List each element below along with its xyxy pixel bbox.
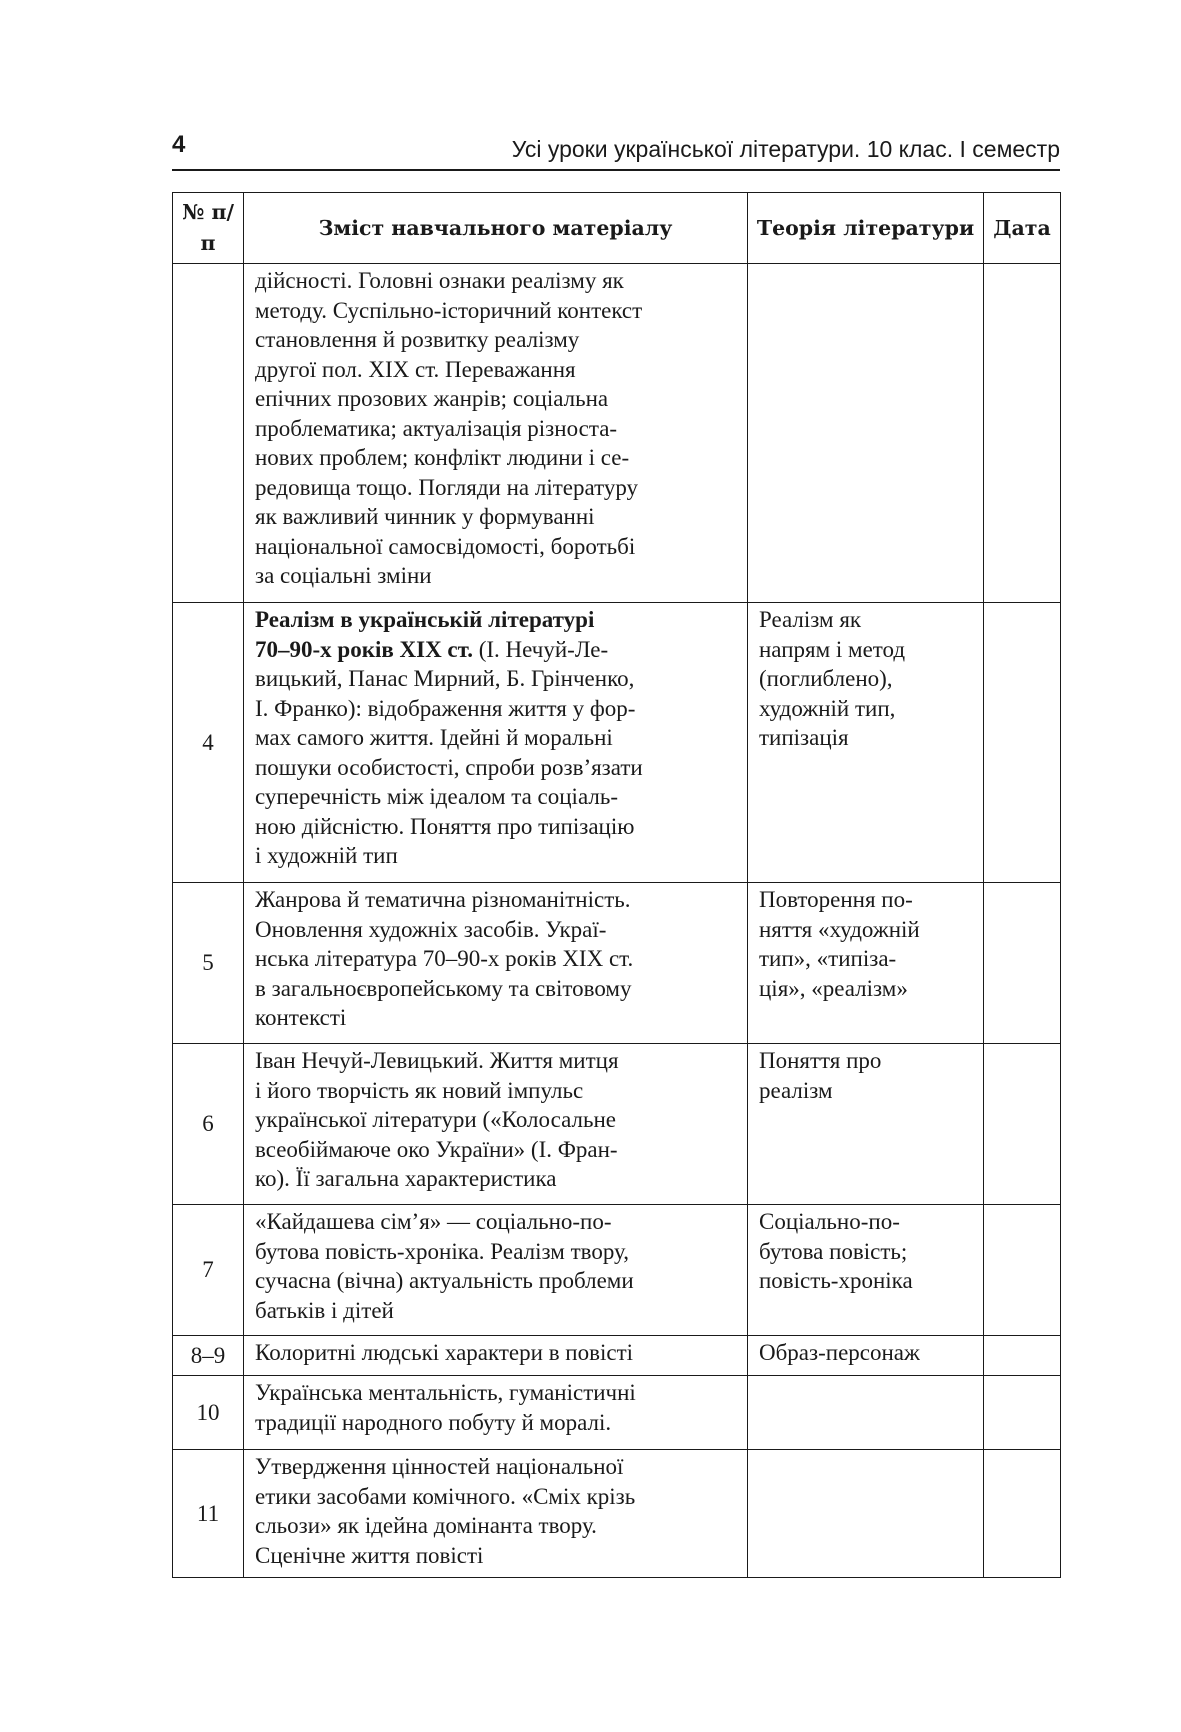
- lesson-content-line: нська література 70–90-х років XIX ст.: [255, 946, 634, 971]
- literary-theory-line: художній тип,: [759, 695, 896, 721]
- lesson-number: 11: [173, 1450, 244, 1578]
- literary-theory-line: тип», «типіза-: [759, 946, 897, 971]
- lesson-content-line: всеобіймаюче око України» (І. Фран-: [255, 1136, 618, 1162]
- lesson-content: [244, 1336, 748, 1376]
- lesson-content-line: проблематика; актуалізація різноста-: [255, 415, 618, 441]
- lesson-content-line: другої пол. XIX ст. Переважання: [255, 356, 576, 382]
- table-row: [173, 1376, 1061, 1450]
- lesson-content-line: епічних прозових жанрів; соціальна: [255, 386, 609, 411]
- lesson-content-line: за соціальні зміни: [255, 563, 432, 588]
- column-header-number: № п/п: [173, 193, 244, 264]
- literary-theory: [748, 1336, 984, 1376]
- lesson-content-line: «Кайдашева сім’я» — соціально-по-: [255, 1209, 612, 1234]
- literary-theory: [748, 1205, 984, 1336]
- lesson-content-line: ною дійсністю. Поняття про типізацію: [255, 813, 635, 839]
- literary-theory-line: (поглиблено),: [759, 666, 893, 691]
- lesson-content-line: методу. Суспільно-історичний контекст: [255, 297, 643, 323]
- lesson-date: [984, 603, 1061, 883]
- lesson-content-line: бутова повість-хроніка. Реалізм твору,: [255, 1238, 630, 1264]
- literary-theory-line: Поняття про: [759, 1048, 882, 1073]
- literary-theory-line: типізація: [759, 725, 849, 750]
- page-number: 4: [172, 131, 186, 158]
- lesson-content-line: етики засобами комічного. «Сміх крізь: [255, 1483, 636, 1509]
- table-row: [173, 1044, 1061, 1205]
- literary-theory-line: Образ-персонаж: [759, 1340, 920, 1365]
- lesson-content-line: контексті: [255, 1005, 347, 1030]
- lesson-date: [984, 1044, 1061, 1205]
- table-row: [173, 603, 1061, 883]
- lesson-number: 8–9: [173, 1336, 244, 1376]
- literary-theory: [748, 603, 984, 883]
- lesson-number: 10: [173, 1376, 244, 1450]
- literary-theory-line: Повторення по-: [759, 887, 913, 912]
- lesson-content-text: (І. Нечуй-Ле-: [472, 636, 609, 662]
- running-head: [172, 131, 1060, 171]
- lesson-content-line: редовища тощо. Погляди на літературу: [255, 474, 639, 500]
- column-header-theory: Теорія літератури: [748, 193, 984, 264]
- lesson-content-line: становлення й розвитку реалізму: [255, 327, 580, 352]
- lesson-number: 4: [173, 603, 244, 883]
- lesson-content-line: І. Франко): відображення життя у фор-: [255, 695, 636, 721]
- column-header-content: Зміст навчального матеріалу: [244, 193, 748, 264]
- lesson-content: [244, 883, 748, 1044]
- lesson-date: [984, 1376, 1061, 1450]
- literary-theory: [748, 1376, 984, 1450]
- lesson-content: [244, 1205, 748, 1336]
- lesson-content-line: української літератури («Колосальне: [255, 1107, 616, 1132]
- lesson-content: [244, 1376, 748, 1450]
- lesson-topic-title: Реалізм в українській літературі: [255, 607, 595, 632]
- table-row: [173, 1205, 1061, 1336]
- lesson-content: [244, 1044, 748, 1205]
- lesson-content-line: суперечність між ідеалом та соціаль-: [255, 784, 618, 809]
- lesson-content-line: [255, 635, 736, 665]
- lesson-number: [173, 264, 244, 603]
- lesson-content-line: Колоритні людські характери в повісті: [255, 1340, 634, 1365]
- lesson-date: [984, 1450, 1061, 1578]
- table-row: [173, 1336, 1061, 1376]
- lesson-content-line: Сценічне життя повісті: [255, 1542, 484, 1568]
- lesson-content-line: в загальноєвропейському та світовому: [255, 975, 632, 1001]
- lesson-content-line: сучасна (вічна) актуальність проблеми: [255, 1268, 634, 1293]
- lesson-content-line: пошуки особистості, спроби розв’язати: [255, 754, 643, 780]
- lesson-content-line: Українська ментальність, гуманістичні: [255, 1380, 636, 1405]
- literary-theory-line: Реалізм як: [759, 607, 862, 632]
- table-row: [173, 1450, 1061, 1578]
- table-body: [173, 264, 1061, 1578]
- lesson-content-line: мах самого життя. Ідейні й моральні: [255, 725, 613, 750]
- literary-theory-line: ція», «реалізм»: [759, 975, 908, 1001]
- literary-theory-line: реалізм: [759, 1077, 833, 1103]
- literary-theory: [748, 1044, 984, 1205]
- lesson-content-line: Іван Нечуй-Левицький. Життя митця: [255, 1048, 619, 1073]
- lesson-number: 7: [173, 1205, 244, 1336]
- lesson-date: [984, 1336, 1061, 1376]
- literary-theory-line: Соціально-по-: [759, 1209, 900, 1234]
- lesson-content-line: дійсності. Головні ознаки реалізму як: [255, 268, 624, 293]
- lesson-topic-title: 70–90-х років XIX ст.: [255, 636, 473, 662]
- literary-theory: [748, 883, 984, 1044]
- lesson-content-line: Жанрова й тематична різноманітність.: [255, 887, 631, 912]
- lesson-number: 6: [173, 1044, 244, 1205]
- lesson-content-line: і його творчість як новий імпульс: [255, 1077, 584, 1103]
- lesson-content-line: традиції народного побуту й моралі.: [255, 1409, 612, 1435]
- literary-theory-line: повість-хроніка: [759, 1268, 913, 1293]
- lesson-content-line: нових проблем; конфлікт людини і се-: [255, 445, 630, 470]
- table-header-row: [173, 193, 1061, 264]
- literary-theory: [748, 264, 984, 603]
- lesson-number: 5: [173, 883, 244, 1044]
- lesson-content: [244, 1450, 748, 1578]
- lesson-content-line: ко). Її загальна характеристика: [255, 1166, 557, 1191]
- table-row: [173, 264, 1061, 603]
- literary-theory-line: напрям і метод: [759, 636, 906, 662]
- lesson-content: [244, 603, 748, 883]
- table-row: [173, 883, 1061, 1044]
- lesson-content-line: національної самосвідомості, боротьбі: [255, 533, 636, 559]
- literary-theory: [748, 1450, 984, 1578]
- lesson-date: [984, 883, 1061, 1044]
- lesson-date: [984, 264, 1061, 603]
- literary-theory-line: няття «художній: [759, 916, 920, 942]
- literary-theory-line: бутова повість;: [759, 1238, 908, 1264]
- lesson-content: [244, 264, 748, 603]
- lesson-content-line: і художній тип: [255, 843, 398, 868]
- lesson-content-line: вицький, Панас Мирний, Б. Грінченко,: [255, 666, 635, 691]
- lesson-content-line: батьків і дітей: [255, 1297, 394, 1323]
- column-header-date: Дата: [984, 193, 1061, 264]
- book-title: Усі уроки української літератури. 10 клас. І семестр: [511, 136, 1060, 162]
- lesson-plan-table: [172, 192, 1061, 1578]
- lesson-date: [984, 1205, 1061, 1336]
- lesson-content-line: Оновлення художніх засобів. Украї-: [255, 916, 607, 942]
- lesson-content-line: сльози» як ідейна домінанта твору.: [255, 1513, 597, 1538]
- lesson-content-line: як важливий чинник у формуванні: [255, 504, 595, 529]
- lesson-content-line: Утвердження цінностей національної: [255, 1454, 624, 1479]
